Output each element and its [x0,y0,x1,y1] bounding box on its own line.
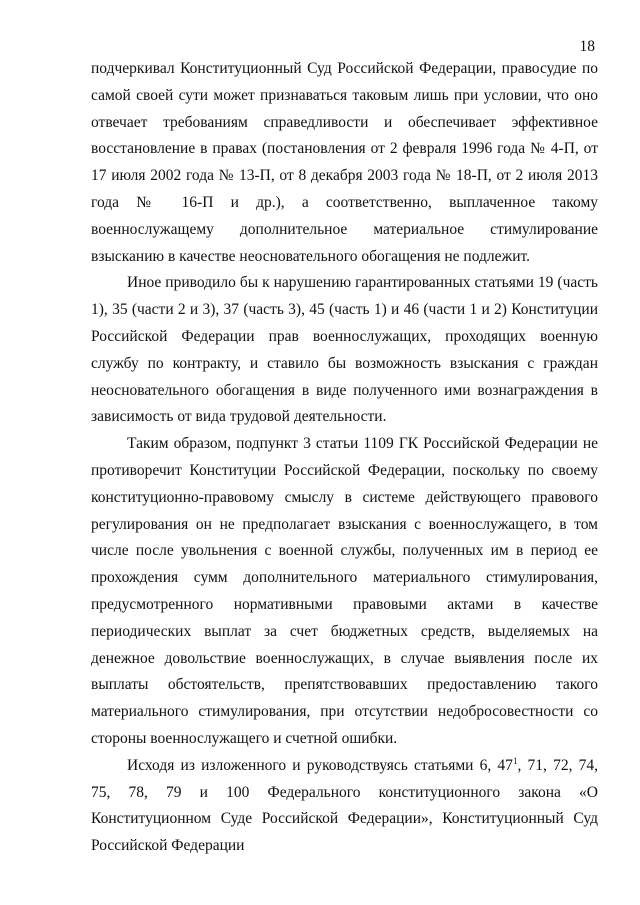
page-number: 18 [579,38,595,55]
paragraph: Таким образом, подпункт 3 статьи 1109 ГК Российской Федерации не противоречит Конституции Российской Федерации, поскольку по своему конституционно-правовому смыслу в системе действующего правового регулирования он не предполагает взыскания с военнослужащего, в том числе после увольнения с военной службы, полученных им в период ее прохождения сумм дополнительного материального стимулирования, предусмотренного нормативными правовыми актами в качестве периодических выплат за счет бюджетных средств, выделяемых на денежное довольствие военнослужащих, в случае выявления после их выплаты обстоятельств, препятствовавших предоставлению такого материального стимулирования, при отсутствии недобросовестности со стороны военнослужащего и счетной ошибки. [91,435,598,747]
paragraph: Иное приводило бы к нарушению гарантированных статьями 19 (часть 1), 35 (части 2 и 3), 37 (часть 3), 45 (часть 1) и 46 (части 1 и 2) Конституции Российской Федерации прав военнослужащих, проходящих военную службу по контракту, и ставило бы возможность взыскания с граждан неосновательного обогащения в виде полученного ими вознаграждения в зависимость от вида трудовой деятельности. [91,274,598,426]
paragraph [91,753,598,860]
superscript-marker: 1 [512,755,518,766]
paragraph: подчеркивал Конституционный Суд Российской Федерации, правосудие по самой своей сути может признаваться таковым лишь при условии, что оно отвечает требованиям справедливости и обеспечивает эффективное восстановление в правах (постановления от 2 февраля 1996 года № 4-П, от 17 июля 2002 года № 13-П, от 8 декабря 2003 года № 18-П, от 2 июля 2013 года № 16-П и др.), а соответственно, выплаченное такому военнослужащему дополнительное материальное стимулирование взысканию в качестве неосновательного обогащения не подлежит. [91,60,598,265]
document-body [91,56,598,860]
paragraph-text-start: Исходя из изложенного и руководствуясь статьями 6, 47 [127,756,513,774]
paragraph-text-end: , 71, 72, 74, 75, 78, 79 и 100 Федерального конституционного закона «О Конституционном Суде Российской Федерации», Конституционный Суд Российской Федерации [91,756,598,855]
